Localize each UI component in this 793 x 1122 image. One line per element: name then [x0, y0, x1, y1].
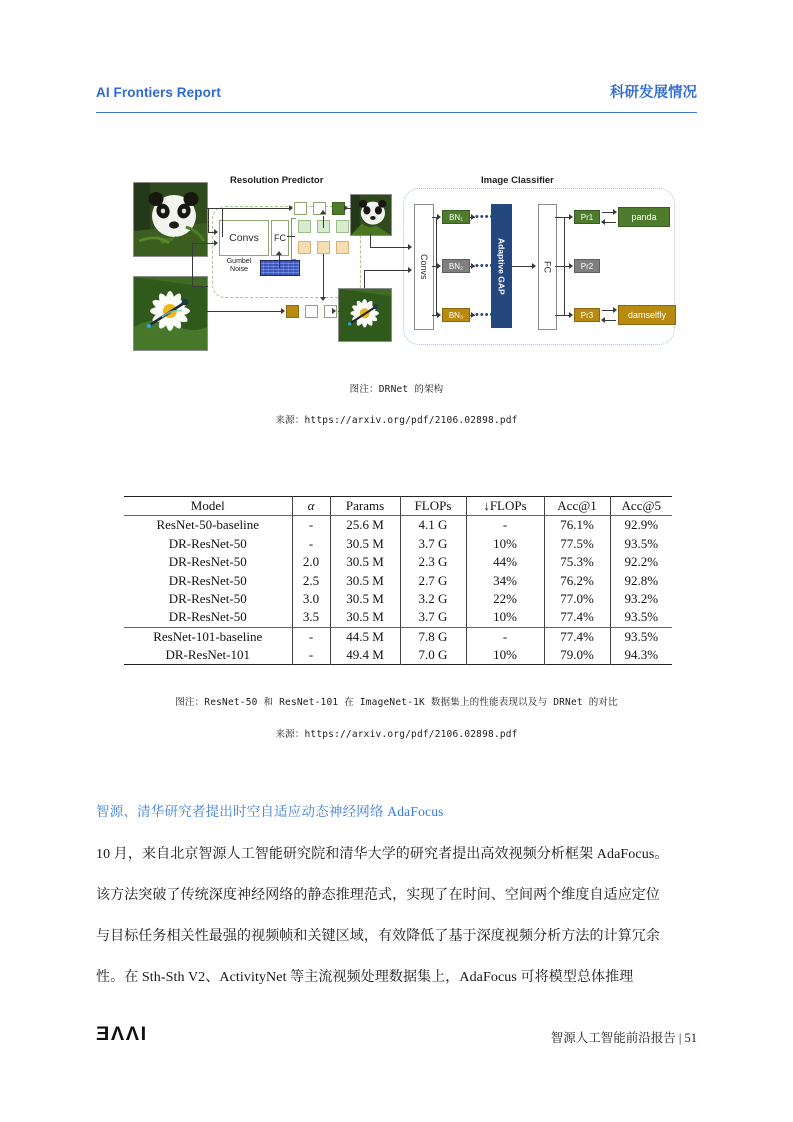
performance-table: [124, 496, 672, 665]
conn-daisy-to-convs: [192, 243, 216, 244]
arrow-daisy-bottom: [281, 308, 285, 314]
panda-photo-art: [134, 183, 207, 256]
cell-flops-reduction: 10%: [466, 646, 544, 665]
arrow-bottom-to-small: [332, 308, 336, 314]
cell-acc5: 93.5%: [610, 627, 672, 646]
arrow-convs-in-2: [214, 240, 218, 246]
panda-resized-art: [351, 195, 391, 235]
th-params: Params: [330, 497, 400, 516]
table-caption: 图注：ResNet-50 和 ResNet-101 在 ImageNet-1K 数据集上的性能表现以及与 DRNet 的对比: [175, 697, 618, 708]
table-row: [124, 572, 672, 590]
arrow-bn2-dots: [471, 263, 475, 269]
table-row: [124, 553, 672, 571]
prob-square-o2: [317, 241, 330, 254]
top-select-square-1: [294, 202, 307, 215]
conn-in-join: [208, 208, 209, 233]
damselfly-input-photo: [133, 276, 208, 351]
prob-square-o3: [336, 241, 349, 254]
conn-sm-daisy-up: [364, 270, 365, 288]
arrow-grid-down: [320, 297, 326, 301]
cell-alpha: 3.5: [292, 608, 330, 627]
arrow-convs-bn2: [437, 263, 441, 269]
cell-params: 30.5 M: [330, 553, 400, 571]
arrow-bn3-dots: [471, 312, 475, 318]
table-row: [124, 646, 672, 665]
cell-model: DR-ResNet-50: [168, 609, 247, 625]
arrow-top-to-small: [344, 205, 348, 211]
performance-table-wrapper: [124, 496, 672, 665]
classifier-convs-label: Convs: [419, 254, 429, 280]
arrow-noise-to-fc: [276, 251, 282, 255]
table-row: [124, 608, 672, 627]
prob-square-o1: [298, 241, 311, 254]
table-row: [124, 590, 672, 608]
arrow-pr1-out: [613, 209, 617, 215]
drnet-architecture-figure: [126, 166, 686, 356]
cell-params: 49.4 M: [330, 646, 400, 665]
arrow-pr1-in: [601, 219, 605, 225]
cell-acc1: 76.2%: [544, 572, 610, 590]
arrow-fc-pr3: [569, 312, 573, 318]
bn3-tag: BN₃: [442, 308, 470, 322]
classifier-fc-label: FC: [542, 261, 553, 273]
cell-alpha: -: [292, 646, 330, 665]
arrow-convs-bn3: [437, 312, 441, 318]
panda-class-label: panda: [618, 207, 670, 227]
conn-daisy-bottom: [206, 311, 282, 312]
probability-grid-bracket: [291, 218, 296, 260]
panda-input-photo: [133, 182, 208, 257]
cell-acc5: 94.3%: [610, 646, 672, 665]
damselfly-resized-art: [339, 289, 391, 341]
th-alpha: α: [292, 497, 330, 516]
bn1-tag: BN₁: [442, 210, 470, 224]
conn-grid-up: [323, 216, 324, 228]
conn-daisy-out: [192, 286, 208, 287]
baai-logo: ƎΛΛI: [96, 1024, 148, 1045]
cell-acc1: 76.1%: [544, 516, 610, 535]
arrow-gap-fc: [532, 263, 536, 269]
cell-flops-reduction: 34%: [466, 572, 544, 590]
body-paragraph-line: 与目标任务相关性最强的视频帧和关键区域，有效降低了基于深度视频分析方法的计算冗余: [96, 929, 660, 944]
panda-resized-photo: [350, 194, 392, 236]
cell-params: 30.5 M: [330, 535, 400, 553]
conn-noise-to-fc: [279, 254, 280, 268]
cell-flops-reduction: 10%: [466, 608, 544, 627]
cell-acc5: 93.2%: [610, 590, 672, 608]
table-header-row: [124, 497, 672, 516]
conn-grid-down: [323, 254, 324, 298]
body-paragraph-line: 该方法突破了传统深度神经网络的静态推理范式，实现了在时间、空间两个维度自适应定位: [96, 888, 660, 903]
bottom-select-square-2: [305, 305, 318, 318]
section-heading: 智源、清华研究者提出时空自适应动态神经网络 AdaFocus: [96, 804, 444, 819]
th-flops-reduction: ↓FLOPs: [466, 497, 544, 516]
cell-flops: 3.7 G: [400, 608, 466, 627]
page-running-head: [96, 86, 697, 113]
cell-params: 44.5 M: [330, 627, 400, 646]
classifier-convs-box: [414, 204, 434, 330]
cell-model: DR-ResNet-50: [168, 535, 247, 551]
cell-alpha: 2.0: [292, 553, 330, 571]
cell-acc1: 75.3%: [544, 553, 610, 571]
cell-model: ResNet-101-baseline: [153, 628, 263, 644]
cell-flops: 2.3 G: [400, 553, 466, 571]
cell-flops-reduction: 44%: [466, 553, 544, 571]
arrow-fc-pr1: [569, 214, 573, 220]
cell-flops: 7.8 G: [400, 627, 466, 646]
resolution-predictor-convs-box: Convs: [219, 220, 269, 256]
th-flops: FLOPs: [400, 497, 466, 516]
cell-acc1: 77.4%: [544, 608, 610, 627]
figure-source: 来源：https://arxiv.org/pdf/2106.02898.pdf: [275, 415, 518, 426]
cell-params: 25.6 M: [330, 516, 400, 535]
cell-acc5: 93.5%: [610, 608, 672, 627]
body-paragraph-line: 10 月，来自北京智源人工智能研究院和清华大学的研究者提出高效视频分析框架 AdaFocus。: [96, 847, 669, 862]
cell-acc5: 93.5%: [610, 535, 672, 553]
cell-alpha: 3.0: [292, 590, 330, 608]
footer-page-info: 智源人工智能前沿报告 | 51: [550, 1031, 697, 1045]
prob-square-g3: [336, 220, 349, 233]
cell-acc5: 92.2%: [610, 553, 672, 571]
cell-flops: 7.0 G: [400, 646, 466, 665]
resolution-predictor-fc-box: FC: [271, 220, 289, 256]
conn-daisy-up: [192, 243, 193, 287]
bn2-tag: BN₂: [442, 259, 470, 273]
arrow-sm-daisy-in: [408, 267, 412, 273]
bn1-dots: ••••: [475, 211, 495, 223]
cell-flops-reduction: 22%: [466, 590, 544, 608]
conn-panda-top: [206, 208, 290, 209]
body-paragraph-line: 性。在 Sth-Sth V2、ActivityNet 等主流视频处理数据集上，AdaFocus 可将模型总体推理: [96, 970, 634, 985]
cell-alpha: -: [292, 535, 330, 553]
arrow-grid-up: [320, 210, 326, 214]
cell-params: 30.5 M: [330, 572, 400, 590]
damselfly-class-label: damselfly: [618, 305, 676, 325]
cell-flops: 4.1 G: [400, 516, 466, 535]
conn-gap-fc: [512, 266, 534, 267]
cell-model: DR-ResNet-50: [168, 572, 247, 588]
arrow-pr3-in: [601, 317, 605, 323]
arrow-bn1-dots: [471, 214, 475, 220]
cell-flops-reduction: -: [466, 516, 544, 535]
adaptive-gap-label: Adaptive GAP: [496, 237, 507, 295]
damselfly-resized-photo: [338, 288, 392, 342]
cell-alpha: -: [292, 627, 330, 646]
cell-flops-reduction: -: [466, 627, 544, 646]
cell-flops-reduction: 10%: [466, 535, 544, 553]
th-acc5: Acc@5: [610, 497, 672, 516]
cell-acc1: 77.4%: [544, 627, 610, 646]
cell-model: DR-ResNet-50: [168, 590, 247, 606]
page-footer: [96, 1024, 697, 1048]
cell-acc1: 77.0%: [544, 590, 610, 608]
cell-acc5: 92.8%: [610, 572, 672, 590]
conn-bottom-to-small: [338, 311, 341, 312]
cell-model: DR-ResNet-50: [168, 554, 247, 570]
arrow-convs-bn1: [437, 214, 441, 220]
damselfly-photo-art: [134, 277, 207, 350]
resolution-predictor-label: Resolution Predictor: [230, 175, 324, 186]
gumbel-noise-label: Gumbel Noise: [226, 258, 252, 274]
arrow-convs-in-1: [214, 229, 218, 235]
conn-panda-down: [222, 208, 223, 237]
bn2-dots: ••••: [475, 260, 495, 272]
table-row: [124, 516, 672, 535]
conn-convs-split: [436, 217, 437, 315]
th-acc1: Acc@1: [544, 497, 610, 516]
cell-acc1: 79.0%: [544, 646, 610, 665]
pr2-tag: Pr2: [574, 259, 600, 273]
arrow-fc-pr2: [569, 263, 573, 269]
bn3-dots: ••••: [475, 309, 495, 321]
cell-flops: 3.7 G: [400, 535, 466, 553]
pr1-tag: Pr1: [574, 210, 600, 224]
cell-flops: 2.7 G: [400, 572, 466, 590]
cell-params: 30.5 M: [330, 590, 400, 608]
cell-flops: 3.2 G: [400, 590, 466, 608]
cell-model: ResNet-50-baseline: [156, 517, 260, 533]
cell-model: DR-ResNet-101: [165, 647, 250, 662]
pr3-tag: Pr3: [574, 308, 600, 322]
figure-caption: 图注：DRNet 的架构: [349, 384, 444, 395]
conn-sm-panda-right: [370, 247, 410, 248]
cell-acc5: 92.9%: [610, 516, 672, 535]
report-title: AI Frontiers Report: [96, 85, 221, 100]
th-model: Model: [190, 498, 225, 513]
table-row: [124, 535, 672, 553]
arrow-pr3-out: [613, 307, 617, 313]
bottom-select-square-1-active: [286, 305, 299, 318]
conn-fc-to-grid: [287, 236, 295, 237]
cell-params: 30.5 M: [330, 608, 400, 627]
cell-acc1: 77.5%: [544, 535, 610, 553]
cell-alpha: -: [292, 516, 330, 535]
cell-alpha: 2.5: [292, 572, 330, 590]
section-title: 科研发展情况: [610, 85, 697, 101]
conn-sm-daisy-right: [364, 270, 410, 271]
conn-sm-panda-down: [370, 234, 371, 248]
image-classifier-label: Image Classifier: [481, 175, 554, 186]
prob-square-g1: [298, 220, 311, 233]
arrow-panda-top: [289, 205, 293, 211]
arrow-sm-panda-in: [408, 244, 412, 250]
table-row: [124, 627, 672, 646]
table-source: 来源：https://arxiv.org/pdf/2106.02898.pdf: [275, 729, 518, 740]
